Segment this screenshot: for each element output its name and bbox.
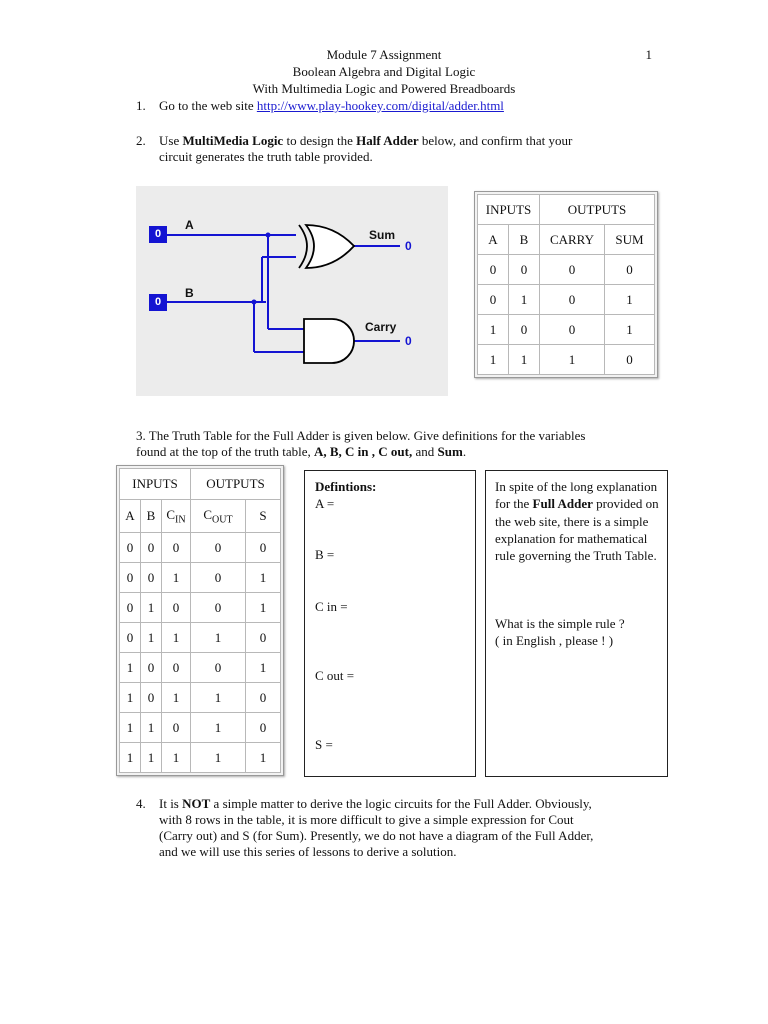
definitions-title: Defintions: — [315, 479, 377, 494]
table-cell: 0 — [162, 713, 191, 743]
table-cell: 0 — [191, 653, 246, 683]
table-cell: 1 — [509, 285, 540, 315]
rule-text: In spite of the long explanation for the — [495, 479, 658, 512]
rule-explanation — [495, 478, 660, 564]
table-row — [120, 683, 281, 713]
item-3-text: found at the top of the truth table, — [136, 444, 314, 459]
table-row — [120, 623, 281, 653]
table-row — [120, 743, 281, 773]
table-cell: 0 — [246, 623, 281, 653]
table-cell: 0 — [141, 653, 162, 683]
definition-b-label: B = — [315, 547, 335, 562]
table-cell: 1 — [478, 315, 509, 345]
column-header-a: A — [120, 500, 141, 533]
half-adder-bold: Half Adder — [356, 133, 419, 148]
table-cell: 0 — [191, 593, 246, 623]
table-cell: 1 — [246, 743, 281, 773]
table-row — [120, 533, 281, 563]
input-a-toggle[interactable]: 0 — [149, 226, 167, 243]
rule-question: What is the simple rule ? — [495, 616, 625, 631]
cin-subscript: IN — [175, 514, 186, 526]
table-row — [478, 315, 655, 345]
full-adder-bold: Full Adder — [532, 496, 593, 512]
table-cell: 0 — [141, 533, 162, 563]
table-cell: 1 — [162, 623, 191, 653]
table-cell: 0 — [540, 255, 605, 285]
table-cell: 1 — [191, 713, 246, 743]
column-header-b: B — [141, 500, 162, 533]
half-adder-truth-table — [474, 191, 658, 378]
table-row — [478, 285, 655, 315]
table-cell: 0 — [120, 533, 141, 563]
table-cell: 1 — [141, 713, 162, 743]
item-4-number: 4. — [136, 796, 146, 811]
table-cell: 0 — [191, 533, 246, 563]
table-cell: 1 — [540, 345, 605, 375]
sum-output-value: 0 — [405, 239, 412, 253]
item-3-text: . — [462, 444, 467, 459]
table-cell: 1 — [246, 593, 281, 623]
item-4-line-4: and we will use this series of lessons to derive a solution. — [159, 844, 457, 859]
outputs-header: OUTPUTS — [191, 469, 281, 500]
half-adder-circuit-diagram — [136, 186, 448, 396]
rule-text: provided on the web site, there is a simple explanation for mathematical rule governing the Truth Table. — [495, 496, 659, 564]
table-row — [120, 593, 281, 623]
table-cell: 1 — [246, 563, 281, 593]
table-cell: 1 — [120, 743, 141, 773]
header-title: Module 7 Assignment — [326, 47, 442, 62]
item-2-number: 2. — [136, 133, 146, 148]
item-2-line-2: circuit generates the truth table provided. — [159, 149, 373, 164]
table-cell: 1 — [162, 563, 191, 593]
table-cell: 0 — [141, 563, 162, 593]
definition-cin-label: C in = — [315, 599, 348, 614]
table-cell: 0 — [509, 255, 540, 285]
item-3 — [136, 428, 696, 460]
table-row — [478, 345, 655, 375]
cout-subscript: OUT — [212, 514, 233, 526]
definition-s-label: S = — [315, 737, 333, 752]
table-cell: 0 — [605, 345, 655, 375]
simple-rule-box — [485, 470, 668, 777]
table-cell: 0 — [478, 285, 509, 315]
definition-cout-label: C out = — [315, 668, 355, 683]
outputs-header: OUTPUTS — [540, 195, 655, 225]
sum-label: Sum — [369, 228, 396, 242]
table-cell: 1 — [191, 743, 246, 773]
column-header: B — [509, 225, 540, 255]
table-cell: 0 — [478, 255, 509, 285]
table-cell: 0 — [162, 593, 191, 623]
table-cell: 1 — [120, 683, 141, 713]
table-row — [120, 653, 281, 683]
table-cell: 1 — [141, 623, 162, 653]
table-cell: 1 — [141, 593, 162, 623]
table-cell: 1 — [191, 623, 246, 653]
column-header-cout — [191, 500, 246, 533]
table-cell: 1 — [120, 653, 141, 683]
variables-bold: A, B, C in , C out, — [313, 444, 413, 459]
item-2-text: below, and confirm that your — [418, 133, 573, 148]
not-bold: NOT — [182, 796, 211, 811]
item-4-text: It is — [159, 796, 183, 811]
input-b-label: B — [185, 286, 194, 300]
item-2-text: to design the — [283, 133, 357, 148]
table-cell: 1 — [141, 743, 162, 773]
carry-label: Carry — [365, 320, 397, 334]
table-row — [120, 563, 281, 593]
table-cell: 1 — [162, 683, 191, 713]
table-cell: 1 — [605, 285, 655, 315]
table-cell: 0 — [540, 285, 605, 315]
rule-question-note: ( in English , please ! ) — [495, 633, 614, 648]
column-header-s: S — [246, 500, 281, 533]
header-subtitle-2: With Multimedia Logic and Powered Breadboards — [252, 81, 516, 96]
inputs-header: INPUTS — [120, 469, 191, 500]
cout-letter: C — [203, 506, 213, 522]
table-cell: 0 — [246, 683, 281, 713]
table-cell: 0 — [120, 593, 141, 623]
table-cell: 0 — [605, 255, 655, 285]
header-subtitle: Boolean Algebra and Digital Logic — [292, 64, 476, 79]
multimedia-logic-bold: MultiMedia Logic — [182, 133, 284, 148]
inputs-header: INPUTS — [478, 195, 540, 225]
table-cell: 0 — [162, 653, 191, 683]
item-2-text: Use — [159, 133, 183, 148]
column-header: SUM — [605, 225, 655, 255]
table-cell: 0 — [120, 623, 141, 653]
item-3-line-1: 3. The Truth Table for the Full Adder is given below. Give definitions for the variables — [136, 428, 586, 443]
table-cell: 0 — [509, 315, 540, 345]
cin-letter: C — [166, 506, 176, 522]
column-header-cin — [162, 500, 191, 533]
table-cell: 1 — [120, 713, 141, 743]
table-cell: 0 — [120, 563, 141, 593]
table-cell: 1 — [509, 345, 540, 375]
definition-a-label: A = — [315, 496, 335, 511]
table-row — [120, 713, 281, 743]
carry-output-value: 0 — [405, 334, 412, 348]
table-cell: 1 — [246, 653, 281, 683]
sum-bold: Sum — [437, 444, 463, 459]
table-cell: 0 — [191, 563, 246, 593]
circuit-svg — [136, 186, 448, 396]
play-hookey-link[interactable]: http://www.play-hookey.com/digital/adder.html — [256, 98, 504, 113]
page-number: 1 — [645, 47, 652, 62]
item-3-text: and — [412, 444, 438, 459]
table-cell: 0 — [540, 315, 605, 345]
column-header: CARRY — [540, 225, 605, 255]
item-4-text: a simple matter to derive the logic circuits for the Full Adder. Obviously, — [210, 796, 592, 811]
table-cell: 0 — [246, 713, 281, 743]
table-cell: 1 — [162, 743, 191, 773]
table-cell: 1 — [478, 345, 509, 375]
table-cell: 0 — [246, 533, 281, 563]
item-4-line-2: with 8 rows in the table, it is more difficult to give a simple expression for Cout — [159, 812, 574, 827]
input-a-label: A — [185, 218, 194, 232]
table-row — [478, 255, 655, 285]
item-1-text: Go to the web site — [159, 98, 257, 113]
table-cell: 1 — [605, 315, 655, 345]
full-adder-truth-table — [116, 465, 284, 776]
column-header: A — [478, 225, 509, 255]
table-cell: 0 — [141, 683, 162, 713]
table-cell: 1 — [191, 683, 246, 713]
definitions-box — [304, 470, 476, 777]
item-4-line-3: (Carry out) and S (for Sum). Presently, we do not have a diagram of the Full Adder, — [159, 828, 594, 843]
table-cell: 0 — [162, 533, 191, 563]
input-b-toggle[interactable]: 0 — [149, 294, 167, 311]
item-1-number: 1. — [136, 98, 146, 113]
